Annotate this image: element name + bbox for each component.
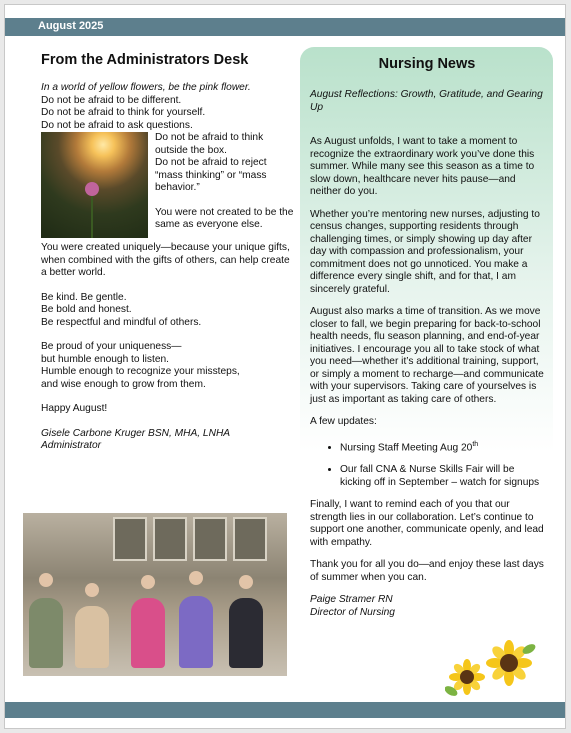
- nursing-title: Nursing News: [378, 56, 476, 72]
- nursing-paragraph: Finally, I want to remind each of you that our strength lies in our collaboration. Let’s continue to support one another, communicate openly, and lead with empathy.: [310, 499, 544, 548]
- admin-line: Do not be afraid to ask questions.: [41, 119, 193, 131]
- admin-line: Do not be afraid to be different.: [41, 94, 182, 106]
- admin-line: Be bold and honest.: [41, 304, 132, 315]
- update-item: • Our fall CNA & Nurse Skills Fair will be kicking off in September – watch for signups: [340, 464, 544, 489]
- admin-closing: Happy August!: [41, 403, 108, 414]
- nursing-subtitle: August Reflections: Growth, Gratitude, and Gearing Up: [310, 89, 543, 113]
- footer-bar: [5, 702, 565, 718]
- admin-wrap-line: Do not be afraid to think outside the box.: [155, 132, 264, 156]
- update-item: • Nursing Staff Meeting Aug 20th: [340, 439, 544, 455]
- administrator-title: From the Administrators Desk: [41, 52, 249, 68]
- admin-wrap-line: Do not be afraid to reject “mass thinking” or “mass behavior.”: [155, 157, 267, 193]
- quote: In a world of yellow flowers, be the pink flower.: [41, 82, 251, 93]
- nursing-paragraph: Thank you for all you do—and enjoy these last days of summer when you can.: [310, 559, 544, 583]
- admin-line: and wise enough to grow from them.: [41, 378, 206, 390]
- admin-created: You were created uniquely—because your unique gifts, when combined with the gifts of others, can help create a better world.: [41, 242, 290, 278]
- nursing-paragraph: As August unfolds, I want to take a moment to recognize the extraordinary work you’ve done this summer. While many see this season as a time to slow down, healthcare never hits pause—and neither do you.: [310, 136, 535, 197]
- updates-label: A few updates:: [310, 416, 377, 427]
- nursing-paragraph: Whether you’re mentoring new nurses, adjusting to census changes, supporting residents through challenging times, or simply showing up day after day with compassion and professionalism, your commitment does not go unnoticed. You make a difference every single shift, and for that, I am sincerely grateful.: [310, 208, 540, 295]
- admin-line: but humble enough to listen.: [41, 353, 170, 365]
- administrator-column: [41, 51, 295, 453]
- admin-line: Do not be afraid to think for yourself.: [41, 107, 206, 118]
- admin-wrap-line: You were not created to be the same as everyone else.: [155, 206, 294, 230]
- sunflower-icon: [445, 639, 537, 701]
- updates-list: [310, 439, 544, 490]
- nursing-paragraph: August also marks a time of transition. As we move closer to fall, we begin preparing for back-to-school health needs, flu season planning, and end-of-year initiatives. I encourage you all to take stock of what you need—whether it’s additional training, support, or simply a moment to recharge—and communicate with your supervisors. Taking care of yourselves is just as important as taking care of others.: [310, 306, 544, 405]
- nursing-signature-name: Paige Stramer RN: [310, 594, 393, 606]
- admin-line: Humble enough to recognize your missteps,: [41, 366, 240, 377]
- header-bar: [5, 18, 565, 36]
- group-photo: [23, 513, 287, 676]
- issue-date: August 2025: [38, 20, 104, 32]
- nursing-signature-title: Director of Nursing: [310, 606, 395, 618]
- clover-photo: [41, 132, 148, 238]
- admin-line: Be respectful and mindful of others.: [41, 316, 202, 328]
- admin-signature-title: Administrator: [41, 440, 102, 451]
- admin-signature-name: Gisele Carbone Kruger BSN, MHA, LNHA: [41, 427, 231, 439]
- nursing-news-panel: [300, 47, 553, 700]
- admin-line: Be kind. Be gentle.: [41, 291, 127, 303]
- newsletter-page: [4, 4, 566, 729]
- admin-line: Be proud of your uniqueness—: [41, 341, 182, 352]
